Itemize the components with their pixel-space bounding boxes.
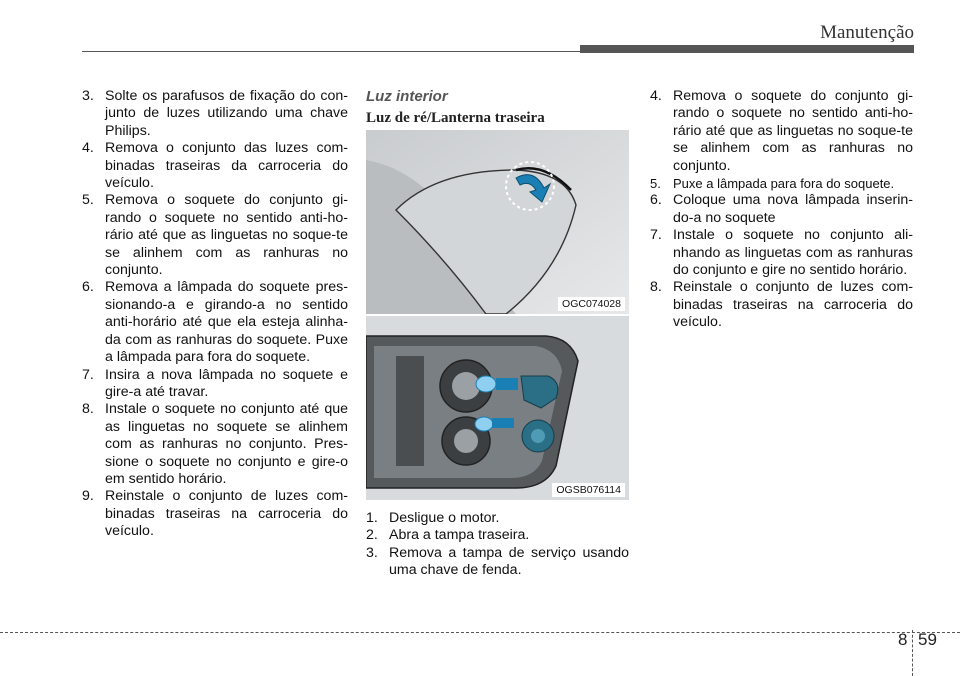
- header-rule: [82, 51, 580, 52]
- subsection-title: Luz de ré/Lanterna traseira: [366, 110, 545, 126]
- section-number: 8: [898, 630, 908, 649]
- figure-label: OGSB076114: [552, 483, 625, 497]
- list-item: 1. Desligue o motor.: [366, 510, 500, 526]
- column-left: [82, 88, 348, 541]
- chapter-title: Manutenção: [820, 22, 914, 43]
- figure-service-cover: [366, 130, 629, 314]
- figure-tail-lamp: [366, 316, 629, 500]
- list-item: 9. Reinstale o conjunto de luzes com-binadas traseiras na carroceria do veículo.: [82, 488, 348, 540]
- list-item: 6. Coloque uma nova lâmpada inserin-do-a no soquete: [650, 192, 913, 226]
- list-item: 4. Remova o soquete do conjunto gi-rando o soquete no sentido anti-ho-rário até que as linguetas no soque-te se alinhem com as ranhuras no conjunto.: [650, 88, 913, 174]
- list-item: 8. Instale o soquete no conjunto até que as linguetas no soquete se alinhem com as ranhuras no conjunto. Pres-sione o soquete no conjunto e gire-o em sentido horário.: [82, 401, 348, 487]
- list-item: 3. Remova a tampa de serviço usando uma chave de fenda.: [366, 544, 629, 579]
- tail-lamp-illustration: [366, 316, 629, 500]
- page-number: 59: [918, 630, 937, 649]
- list-item: 2. Abra a tampa traseira.: [366, 527, 530, 544]
- list-item: 7. Insira a nova lâmpada no soquete e gire-a até travar.: [82, 366, 348, 400]
- list-item: 5. Puxe a lâmpada para fora do soquete.: [650, 176, 895, 192]
- section-title: Luz interior: [366, 88, 448, 105]
- column-middle-list: [366, 510, 629, 580]
- footer-rule: [0, 632, 960, 633]
- list-item: 4. Remova o conjunto das luzes com-binadas traseiras da carroceria do veículo.: [82, 140, 348, 192]
- service-cover-illustration: [366, 130, 629, 314]
- list-item: 8. Reinstale o conjunto de luzes com-binadas traseiras na carroceria do veículo.: [650, 279, 913, 331]
- column-right: [650, 88, 913, 332]
- list-item: 6. Remova a lâmpada do soquete pres-sionando-a e girando-a no sentido anti-horário até que ela esteja alinha-da com as ranhuras do soquete. Puxe a lâmpada para fora do soquete.: [82, 279, 348, 366]
- list-item: 3. Solte os parafusos de fixação do con-junto de luzes utilizando uma chave Philips.: [82, 88, 348, 139]
- figure-label: OGC074028: [558, 297, 625, 311]
- page-number-separator: [912, 630, 913, 676]
- header-bar: [580, 45, 914, 53]
- list-item: 7. Instale o soquete no conjunto ali-nhando as linguetas com as ranhuras do conjunto e gire no sentido horário.: [650, 227, 913, 279]
- list-item: 5. Remova o soquete do conjunto gi-rando o soquete no sentido anti-ho-rário até que as linguetas no soque-te se alinhem com as ranhuras no conjunto.: [82, 192, 348, 279]
